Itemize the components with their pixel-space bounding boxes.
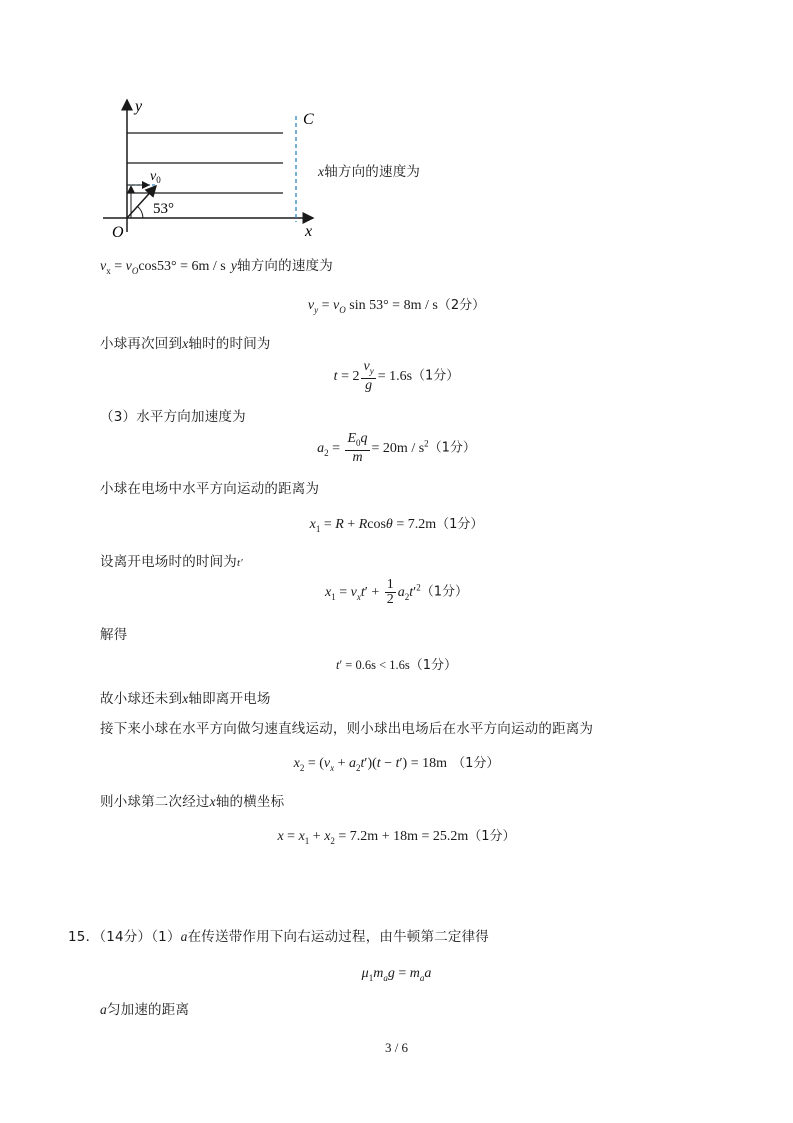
equation-x-total: $x = x_1 + x_2 = 7.2m + 18m = 25.2m(1$分） [277,829,516,846]
text: 故小球还未到 [100,691,183,707]
var-t-prime: t′ [237,557,243,569]
line-uniform-motion: 接下来小球在水平方向做匀速直线运动，则小球出电场后在水平方向运动的距离为 [100,721,594,737]
score-mark: （1分） [428,440,476,456]
angle-arc [137,206,143,218]
var-x: x [182,691,189,706]
text: 轴的横坐标 [215,794,285,810]
equation-a2: $a_2$ = $\frac{E_0q}{m}$ = $20m / s^2(1$分） [317,431,476,465]
text: 轴时的时间为 [188,336,271,352]
line-second-crossing [100,790,284,810]
line-x-velocity-label [318,160,420,180]
y-axis-label: y [135,98,143,115]
line-exit-time [100,550,243,570]
line-distance-in-field: 小球在电场中水平方向运动的距离为 [100,481,320,497]
score-mark: （1分） [452,756,500,771]
problem-number: 15． [68,929,100,945]
text: 轴即离开电场 [188,691,271,707]
score-mark: （1分） [468,829,516,844]
text: 小球再次回到 [100,336,183,352]
score-mark: （2分） [437,298,486,313]
v0-label: $v_0$ [150,169,161,185]
text: 设离开电场时的时间为 [100,554,237,570]
score-mark: （1分） [409,658,458,673]
vx-formula: $v_x = v_O\cos 53^\circ = 6m / s$ [100,259,226,276]
equation-x2: $x_2 = (v_x + a_2t')(t - t') = 18m$ （1分） [293,756,500,773]
problem-15-heading [68,925,489,945]
text: （14分）（1） [99,929,181,945]
equation-vy: $v_y = v_O$ sin 53° = 8m / s（2分） [307,298,486,315]
x-axis-label: x [305,223,313,240]
angle-label: 53° [153,201,174,217]
text: 在传送带作用下向右运动过程，由牛顿第二定律得 [187,929,490,945]
score-mark: （1分） [420,584,468,600]
var-x: x [209,794,216,809]
equation-t: t = 2 $\frac{v_y}{g}$ = 1.6s（1分） [333,359,460,393]
text: 则小球第二次经过 [100,794,210,810]
line-vx-formula [100,254,333,276]
equation-newton: $\mu_1m_ag = m_aa$ [361,966,432,983]
line-leaves-field [100,687,271,707]
score-mark: （1分） [436,517,484,532]
c-label: C [303,111,314,128]
line-solve: 解得 [100,627,128,643]
var-a: a [100,1002,107,1017]
page-number: 3 / 6 [384,1040,409,1055]
equation-x1-kinematic: $x_1 = v_xt'$ + $\frac{1}{2}$ $a_2t'^2(1$分） [325,577,468,607]
origin-label: O [112,224,124,241]
var-x: x [318,164,325,179]
text: 匀加速的距离 [106,1002,190,1018]
text: 轴方向的速度为 [237,258,333,274]
equation-x1: $x_1 = R + Rcos\theta = 7.2m(1$分） [309,517,484,534]
score-mark: （1分） [412,368,460,384]
line-return-time [100,332,271,352]
text: 轴方向的速度为 [324,164,421,180]
motion-diagram [95,92,345,242]
line-acceleration-distance [100,998,189,1018]
var-x: x [182,336,189,351]
var-a: a [180,929,188,944]
line-acceleration-heading: （3）水平方向加速度为 [100,409,246,425]
equation-t-prime: t′ = 0.6s < 1.6s（1分） [335,658,458,673]
var-y: y [230,258,238,273]
